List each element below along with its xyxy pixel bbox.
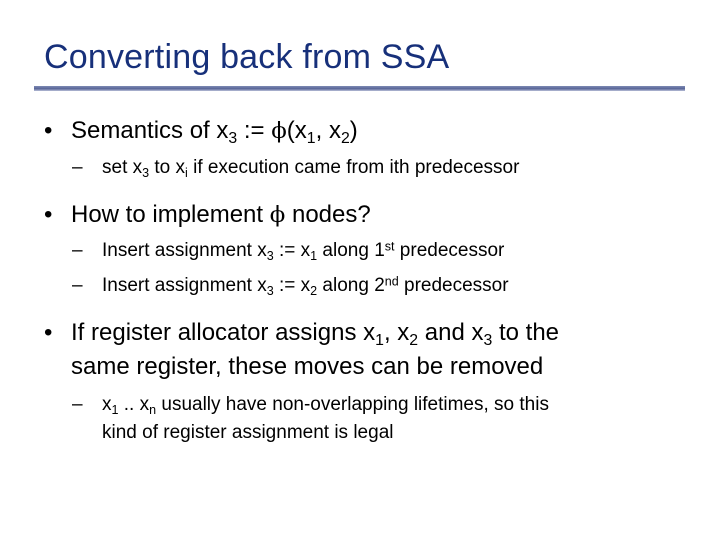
text-run: along 2 <box>317 275 385 296</box>
text-run: 3 <box>266 283 274 298</box>
bullet-marker: • <box>44 117 53 144</box>
text-run: to x <box>149 157 186 178</box>
text-run: 1 <box>306 129 316 147</box>
text-run: set x <box>102 157 143 178</box>
text-run: to the <box>492 319 560 346</box>
text-run: If register allocator assigns x <box>71 319 376 346</box>
text-run: 1 <box>310 248 318 263</box>
text-run: := <box>237 117 272 144</box>
slide-title: Converting back from SSA <box>44 38 450 76</box>
sub-bullet-insert-first <box>72 238 505 264</box>
text-run: 3 <box>266 248 274 263</box>
text-run: n <box>149 402 157 417</box>
text-run: ϕ <box>269 202 286 228</box>
bullet-marker: • <box>44 201 53 228</box>
text-run: kind of register assignment is legal <box>102 422 394 443</box>
bullet-register-allocator-cont <box>71 352 543 382</box>
bullet-register-allocator <box>44 318 560 349</box>
text-run: nd <box>384 274 399 289</box>
title-underline <box>34 86 685 91</box>
bullet-semantics <box>44 116 358 147</box>
text-run: , x <box>383 319 410 346</box>
text-run: usually have non-overlapping lifetimes, so this <box>156 394 549 415</box>
text-run: same register, these moves can be removed <box>71 353 544 380</box>
text-run: Insert assignment x <box>102 275 267 296</box>
text-run: 1 <box>375 331 384 349</box>
dash-marker: – <box>72 275 83 296</box>
text-run: predecessor <box>394 240 505 261</box>
text-run: st <box>384 239 395 254</box>
text-run: := x <box>273 240 311 261</box>
text-run: Insert assignment x <box>102 240 267 261</box>
text-run: 3 <box>228 129 238 147</box>
text-run: predecessor <box>398 275 509 296</box>
bullet-marker: • <box>44 319 53 346</box>
text-run: How to implement <box>71 201 270 228</box>
text-run: and x <box>418 319 484 346</box>
bullet-how-to-implement <box>44 200 371 230</box>
text-run: ) <box>349 117 358 144</box>
text-run: 2 <box>409 331 419 349</box>
text-run: if execution came from ith predecessor <box>187 157 520 178</box>
sub-bullet-insert-second <box>72 273 509 299</box>
text-run: Semantics of x <box>71 117 229 144</box>
text-run: 1 <box>111 402 119 417</box>
text-run: i <box>185 165 188 180</box>
dash-marker: – <box>72 157 83 178</box>
sub-bullet-lifetimes-cont <box>102 420 393 446</box>
text-run: 3 <box>142 165 150 180</box>
text-run: 3 <box>483 331 493 349</box>
text-run: .. x <box>118 394 150 415</box>
text-run: , x <box>315 117 341 144</box>
text-run: along 1 <box>317 240 385 261</box>
text-run: x <box>102 394 112 415</box>
text-run: (x <box>286 117 307 144</box>
text-run: 2 <box>340 129 350 147</box>
sub-bullet-lifetimes <box>72 392 549 418</box>
sub-bullet-set-x3 <box>72 155 520 181</box>
text-run: nodes? <box>285 201 371 228</box>
text-run: := x <box>273 275 311 296</box>
text-run: 2 <box>310 283 318 298</box>
text-run: ϕ <box>271 118 287 144</box>
dash-marker: – <box>72 240 83 261</box>
dash-marker: – <box>72 394 83 415</box>
